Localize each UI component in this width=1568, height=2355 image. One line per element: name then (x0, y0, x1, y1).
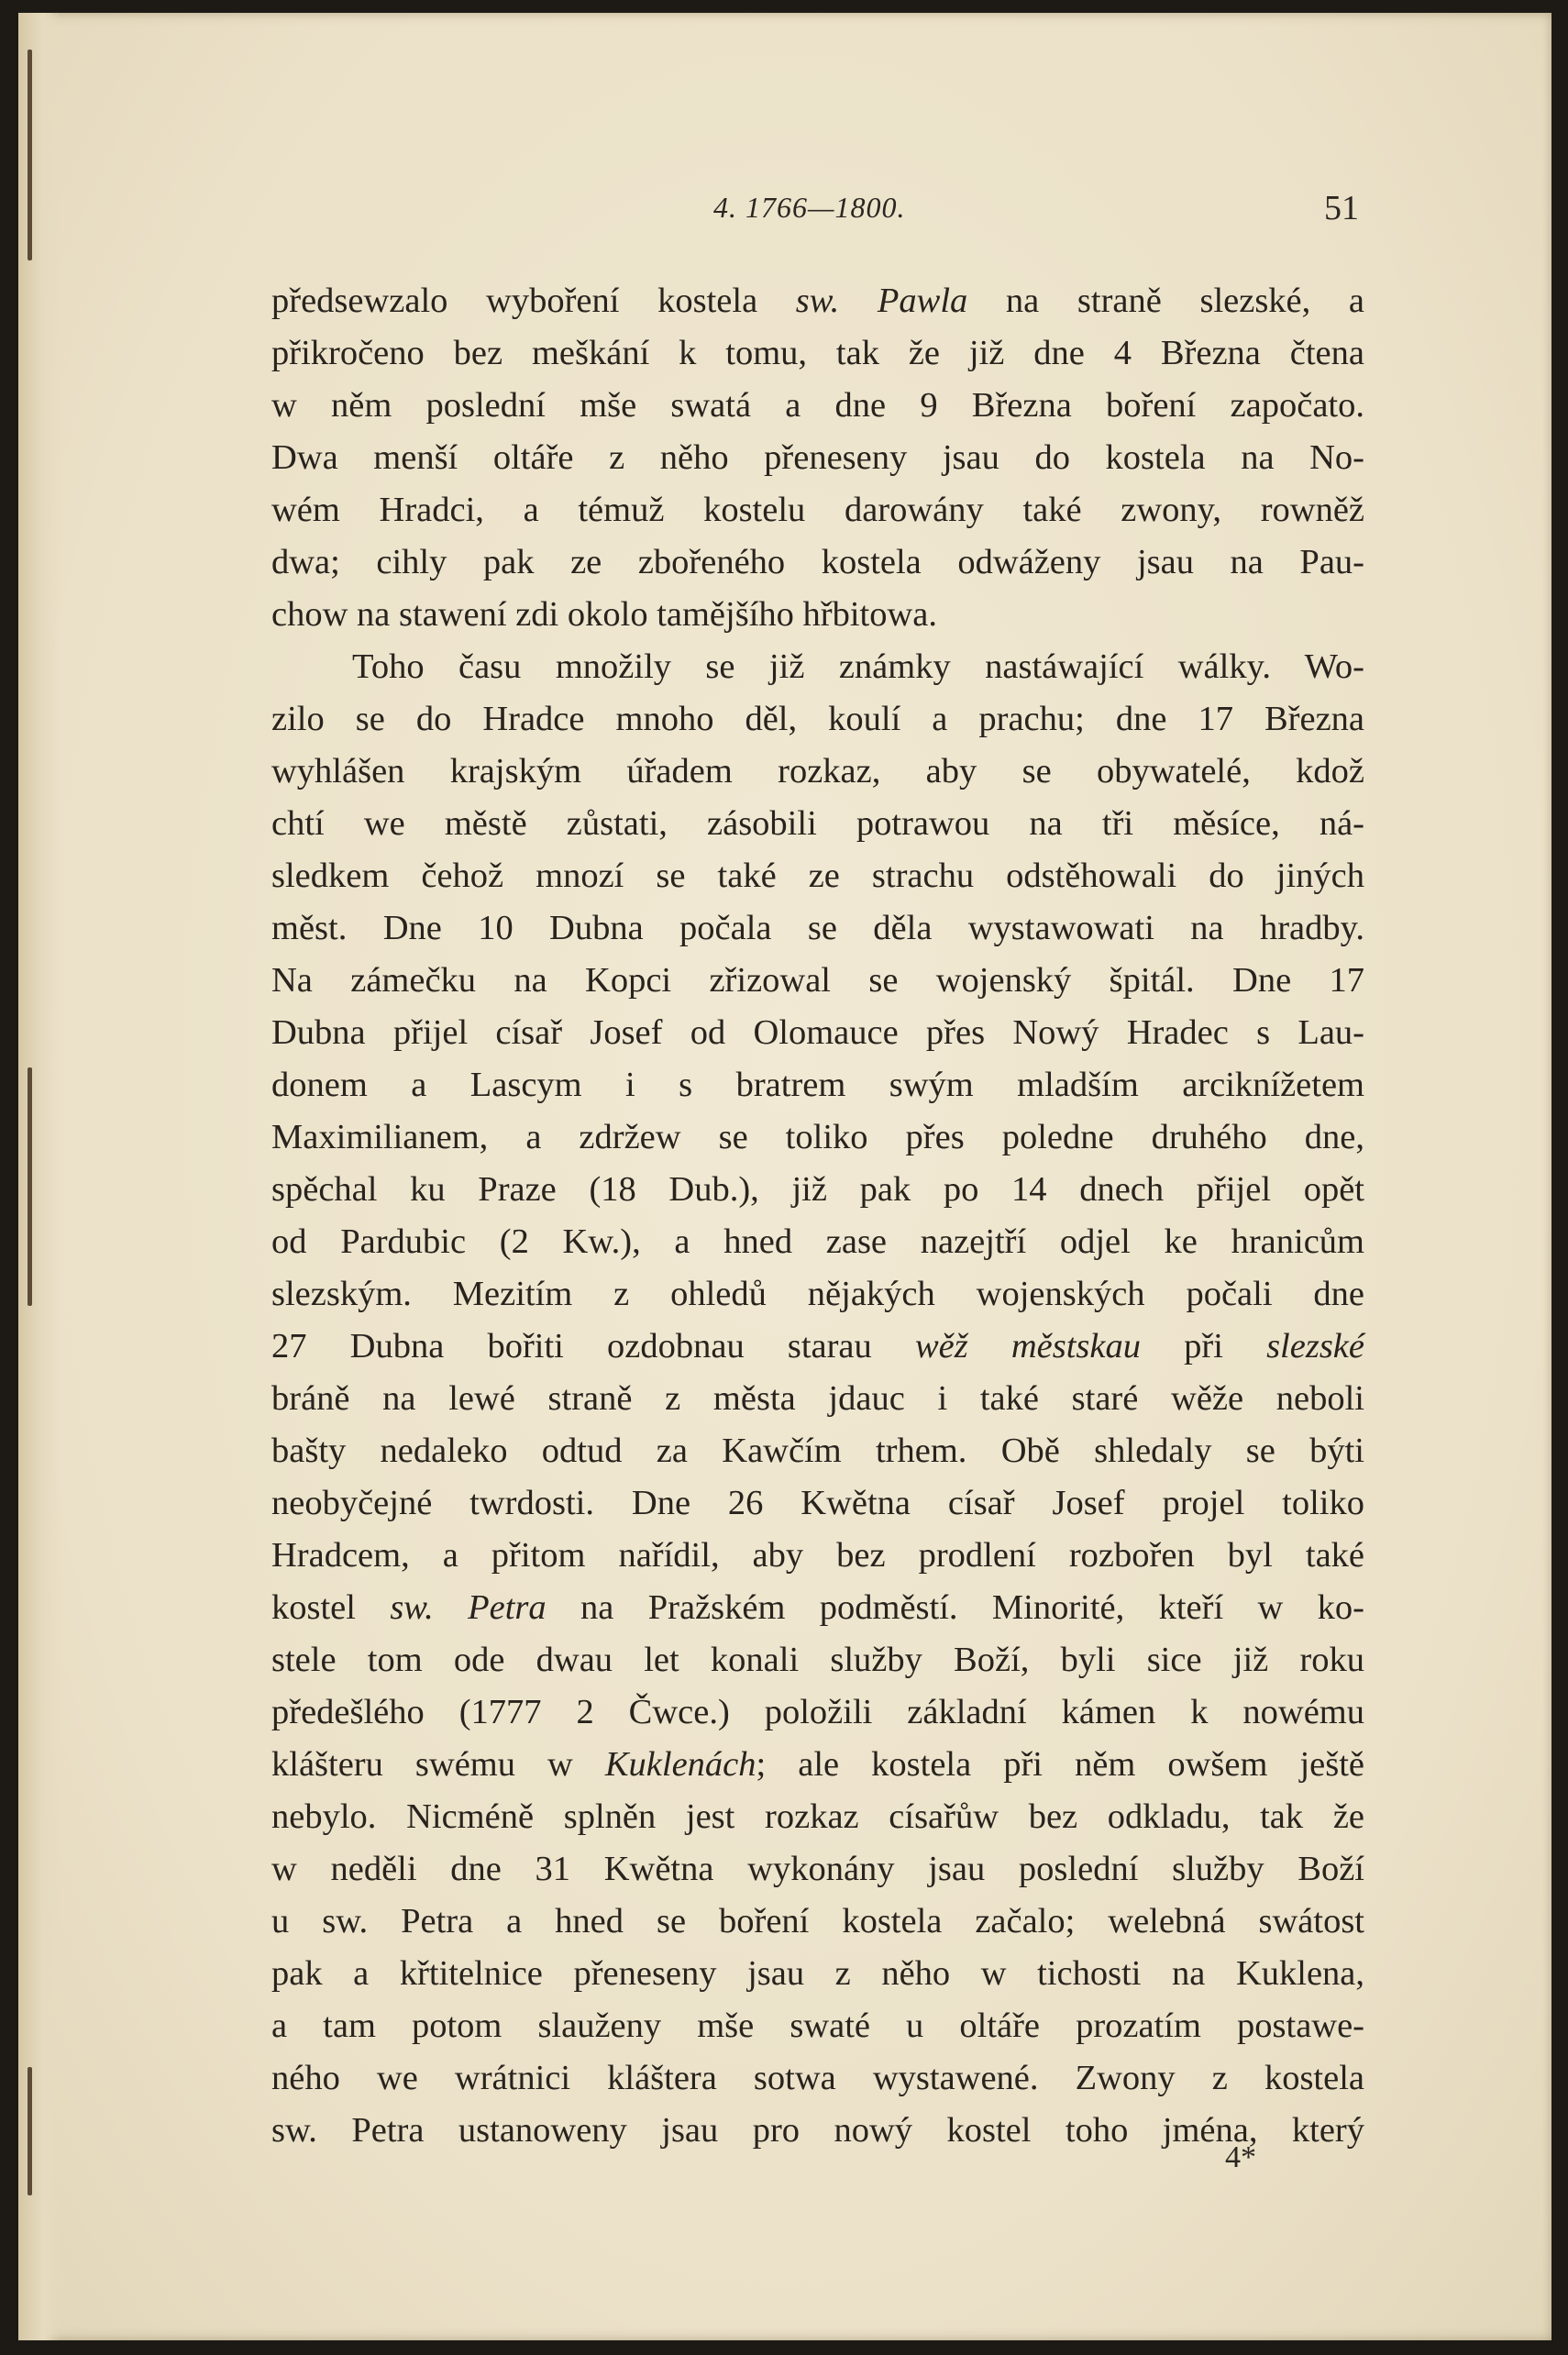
text-line: ného we wrátnici kláštera sotwa wystawené. Zwony z kostela (271, 2059, 1364, 2097)
text-line: a tam potom slauženy mše swaté u oltáře prozatím postawe- (271, 2007, 1364, 2045)
text-line: Hradcem, a přitom nařídil, aby bez prodlení rozbořen byl také (271, 1536, 1364, 1575)
text-line: Dwa menší oltáře z něho přeneseny jsau do kostela na No- (271, 438, 1364, 477)
text-line: Na zámečku na Kopci zřizowal se wojenský špitál. Dne 17 (271, 961, 1364, 1000)
italic-text: Kuklenách (604, 1745, 756, 1784)
text-line: chow na stawení zdi okolo tamějšího hřbitowa. (271, 595, 937, 634)
text-line: klášteru swému w Kuklenách; ale kostela při něm owšem ještě (271, 1745, 1365, 1784)
text-line: 27 Dubna bořiti ozdobnau starau wěž městskau při slezské (271, 1327, 1364, 1365)
page-number: 51 (1324, 189, 1359, 227)
signature-mark: 4* (1225, 2140, 1256, 2174)
running-head: 4. 1766—1800. (713, 191, 906, 224)
book-page (18, 13, 1551, 2340)
text-line: Maximilianem, a zdržew se toliko přes poledne druhého dne, (271, 1118, 1364, 1156)
text-line: předešlého (1777 2 Čwce.) položili základní kámen k nowému (271, 1693, 1364, 1731)
text-line: slezským. Mezitím z ohledů nějakých wojenských počali dne (271, 1275, 1364, 1313)
text-line: kostel sw. Petra na Pražském podměstí. Minorité, kteří w ko- (271, 1588, 1364, 1627)
text-line: nebylo. Nicméně splněn jest rozkaz císařůw bez odkladu, tak že (271, 1797, 1364, 1836)
binding-mark (28, 1067, 32, 1306)
page-gutter (18, 13, 61, 2340)
text-line: sw. Petra ustanoweny jsau pro nowý kostel toho jména, který (271, 2111, 1364, 2150)
text-line: chtí we městě zůstati, zásobili potrawou na tři měsíce, ná- (271, 804, 1364, 843)
text-line: Toho času množily se již známky nastáwající wálky. Wo- (352, 647, 1364, 686)
text-line: bráně na lewé straně z města jdauc i také staré wěže neboli (271, 1379, 1364, 1418)
binding-mark (28, 2067, 32, 2195)
text-line: neobyčejné twrdosti. Dne 26 Kwětna císař Josef projel toliko (271, 1484, 1364, 1522)
text-line: měst. Dne 10 Dubna počala se děla wystawowati na hradby. (271, 909, 1364, 947)
text-line: donem a Lascym i s bratrem swým mladším arciknížetem (271, 1066, 1364, 1104)
text-line: Dubna přijel císař Josef od Olomauce přes Nowý Hradec s Lau- (271, 1013, 1364, 1052)
text-line: w neděli dne 31 Kwětna wykonány jsau poslední služby Boží (271, 1850, 1364, 1888)
italic-text: slezské (1266, 1327, 1364, 1365)
text-line: spěchal ku Praze (18 Dub.), již pak po 14 dnech přijel opět (271, 1170, 1364, 1209)
binding-mark (28, 50, 32, 260)
text-line: předsewzalo wyboření kostela sw. Pawla na straně slezské, a (271, 282, 1364, 320)
text-line: pak a křtitelnice přeneseny jsau z něho w tichosti na Kuklena, (271, 1954, 1364, 1993)
italic-text: sw. Petra (390, 1588, 547, 1627)
text-line: zilo se do Hradce mnoho děl, koulí a prachu; dne 17 Března (271, 700, 1364, 738)
text-line: dwa; cihly pak ze zbořeného kostela odwáženy jsau na Pau- (271, 543, 1364, 581)
text-line: přikročeno bez meškání k tomu, tak že již dne 4 Března čtena (271, 334, 1364, 372)
text-line: u sw. Petra a hned se boření kostela začalo; welebná swátost (271, 1902, 1364, 1940)
text-line: wém Hradci, a témuž kostelu darowány také zwony, rowněž (271, 491, 1364, 529)
text-line: wyhlášen krajským úřadem rozkaz, aby se obywatelé, kdož (271, 752, 1364, 791)
italic-text: sw. Pawla (795, 282, 968, 320)
text-line: sledkem čehož mnozí se také ze strachu odstěhowali do jiných (271, 857, 1364, 895)
text-line: bašty nedaleko odtud za Kawčím trhem. Obě shledaly se býti (271, 1432, 1364, 1470)
text-line: w něm poslední mše swatá a dne 9 Března boření započato. (271, 386, 1364, 425)
text-line: od Pardubic (2 Kw.), a hned zase nazejtří odjel ke hranicům (271, 1222, 1364, 1261)
text-line: stele tom ode dwau let konali služby Boží, byli sice již roku (271, 1641, 1364, 1679)
body-text (271, 275, 1364, 2157)
italic-text: wěž městskau (914, 1327, 1141, 1365)
